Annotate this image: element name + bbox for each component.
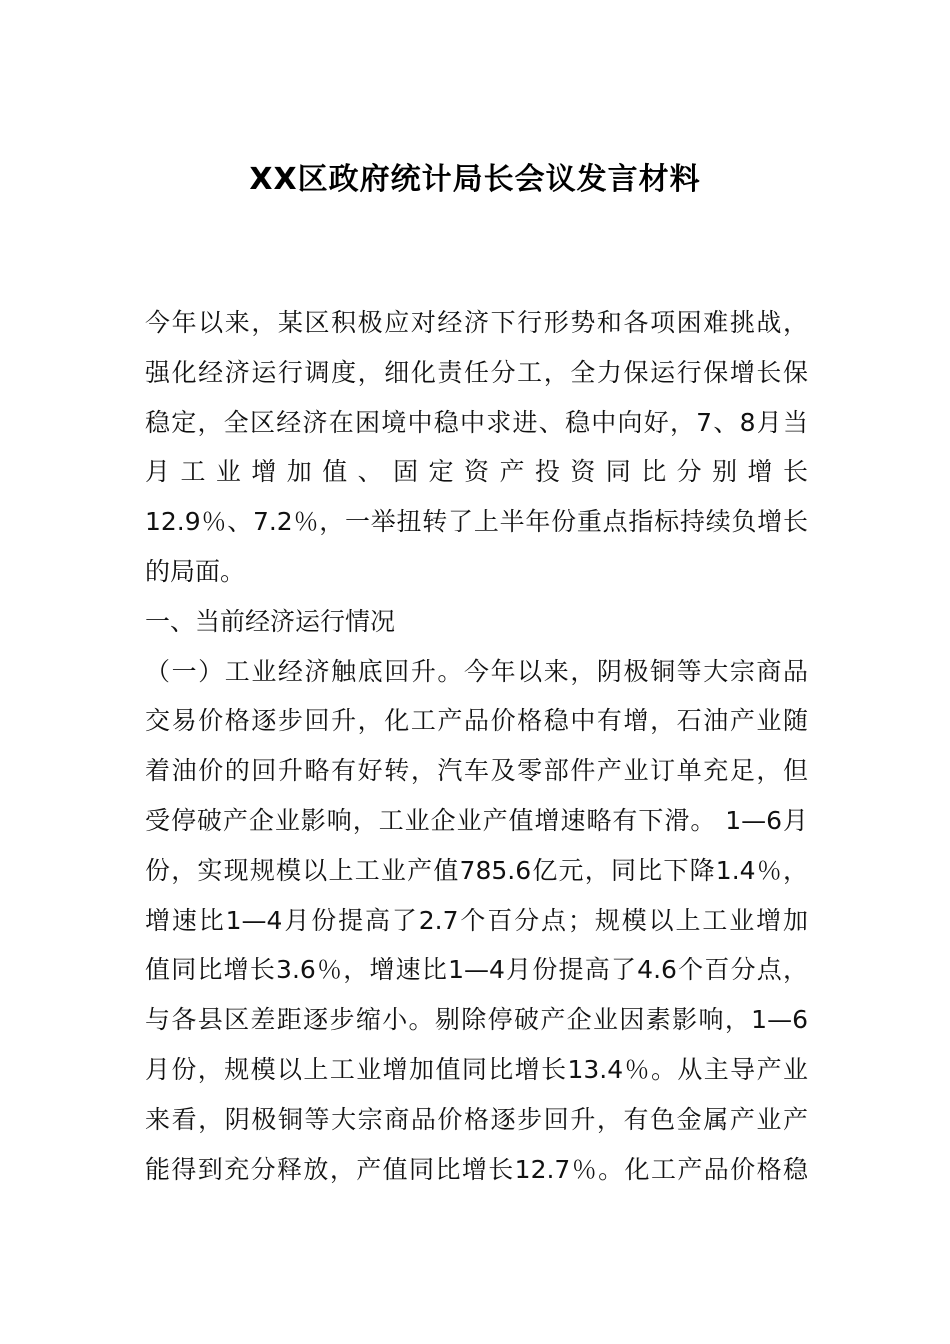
paragraph-line: 份，实现规模以上工业产值785.6亿元，同比下降1.4％， xyxy=(145,855,808,885)
paragraph-line: （一）工业经济触底回升。今年以来，阴极铜等大宗商品 xyxy=(145,656,808,686)
paragraph-line: 强化经济运行调度，细化责任分工，全力保运行保增长保 xyxy=(145,357,808,387)
paragraph-line: 着油价的回升略有好转，汽车及零部件产业订单充足，但 xyxy=(145,756,808,786)
paragraph-line: 今年以来，某区积极应对经济下行形势和各项困难挑战， xyxy=(145,308,808,337)
section-heading: 一、当前经济运行情况 xyxy=(145,606,396,636)
document-title: XX区政府统计局长会议发言材料 xyxy=(249,162,701,197)
paragraph-line: 稳定，全区经济在困境中稳中求进、稳中向好，7、8月当 xyxy=(145,407,808,437)
paragraph-line: 能得到充分释放，产值同比增长12.7％。化工产品价格稳 xyxy=(145,1154,808,1184)
paragraph-line: 值同比增长3.6％，增速比1—4月份提高了4.6个百分点， xyxy=(145,955,808,985)
paragraph-line: 月份，规模以上工业增加值同比增长13.4％。从主导产业 xyxy=(145,1054,808,1084)
paragraph-line: 来看，阴极铜等大宗商品价格逐步回升，有色金属产业产 xyxy=(145,1104,808,1134)
paragraph-line: 交易价格逐步回升，化工产品价格稳中有增，石油产业随 xyxy=(145,706,808,736)
paragraph-line: 受停破产企业影响，工业企业产值增速略有下滑。 1—6月 xyxy=(145,805,808,835)
document-body xyxy=(145,298,808,1194)
paragraph-line: 月 工 业 增 加 值 、 固 定 资 产 投 资 同 比 分 别 增 长 xyxy=(145,457,808,487)
paragraph-line: 与各县区差距逐步缩小。剔除停破产企业因素影响，1—6 xyxy=(145,1005,808,1035)
paragraph-line: 增速比1—4月份提高了2.7个百分点；规模以上工业增加 xyxy=(145,905,808,935)
paragraph-line: 12.9％、7.2％，一举扭转了上半年份重点指标持续负增长 xyxy=(145,507,808,537)
paragraph-line: 的局面。 xyxy=(145,556,246,586)
